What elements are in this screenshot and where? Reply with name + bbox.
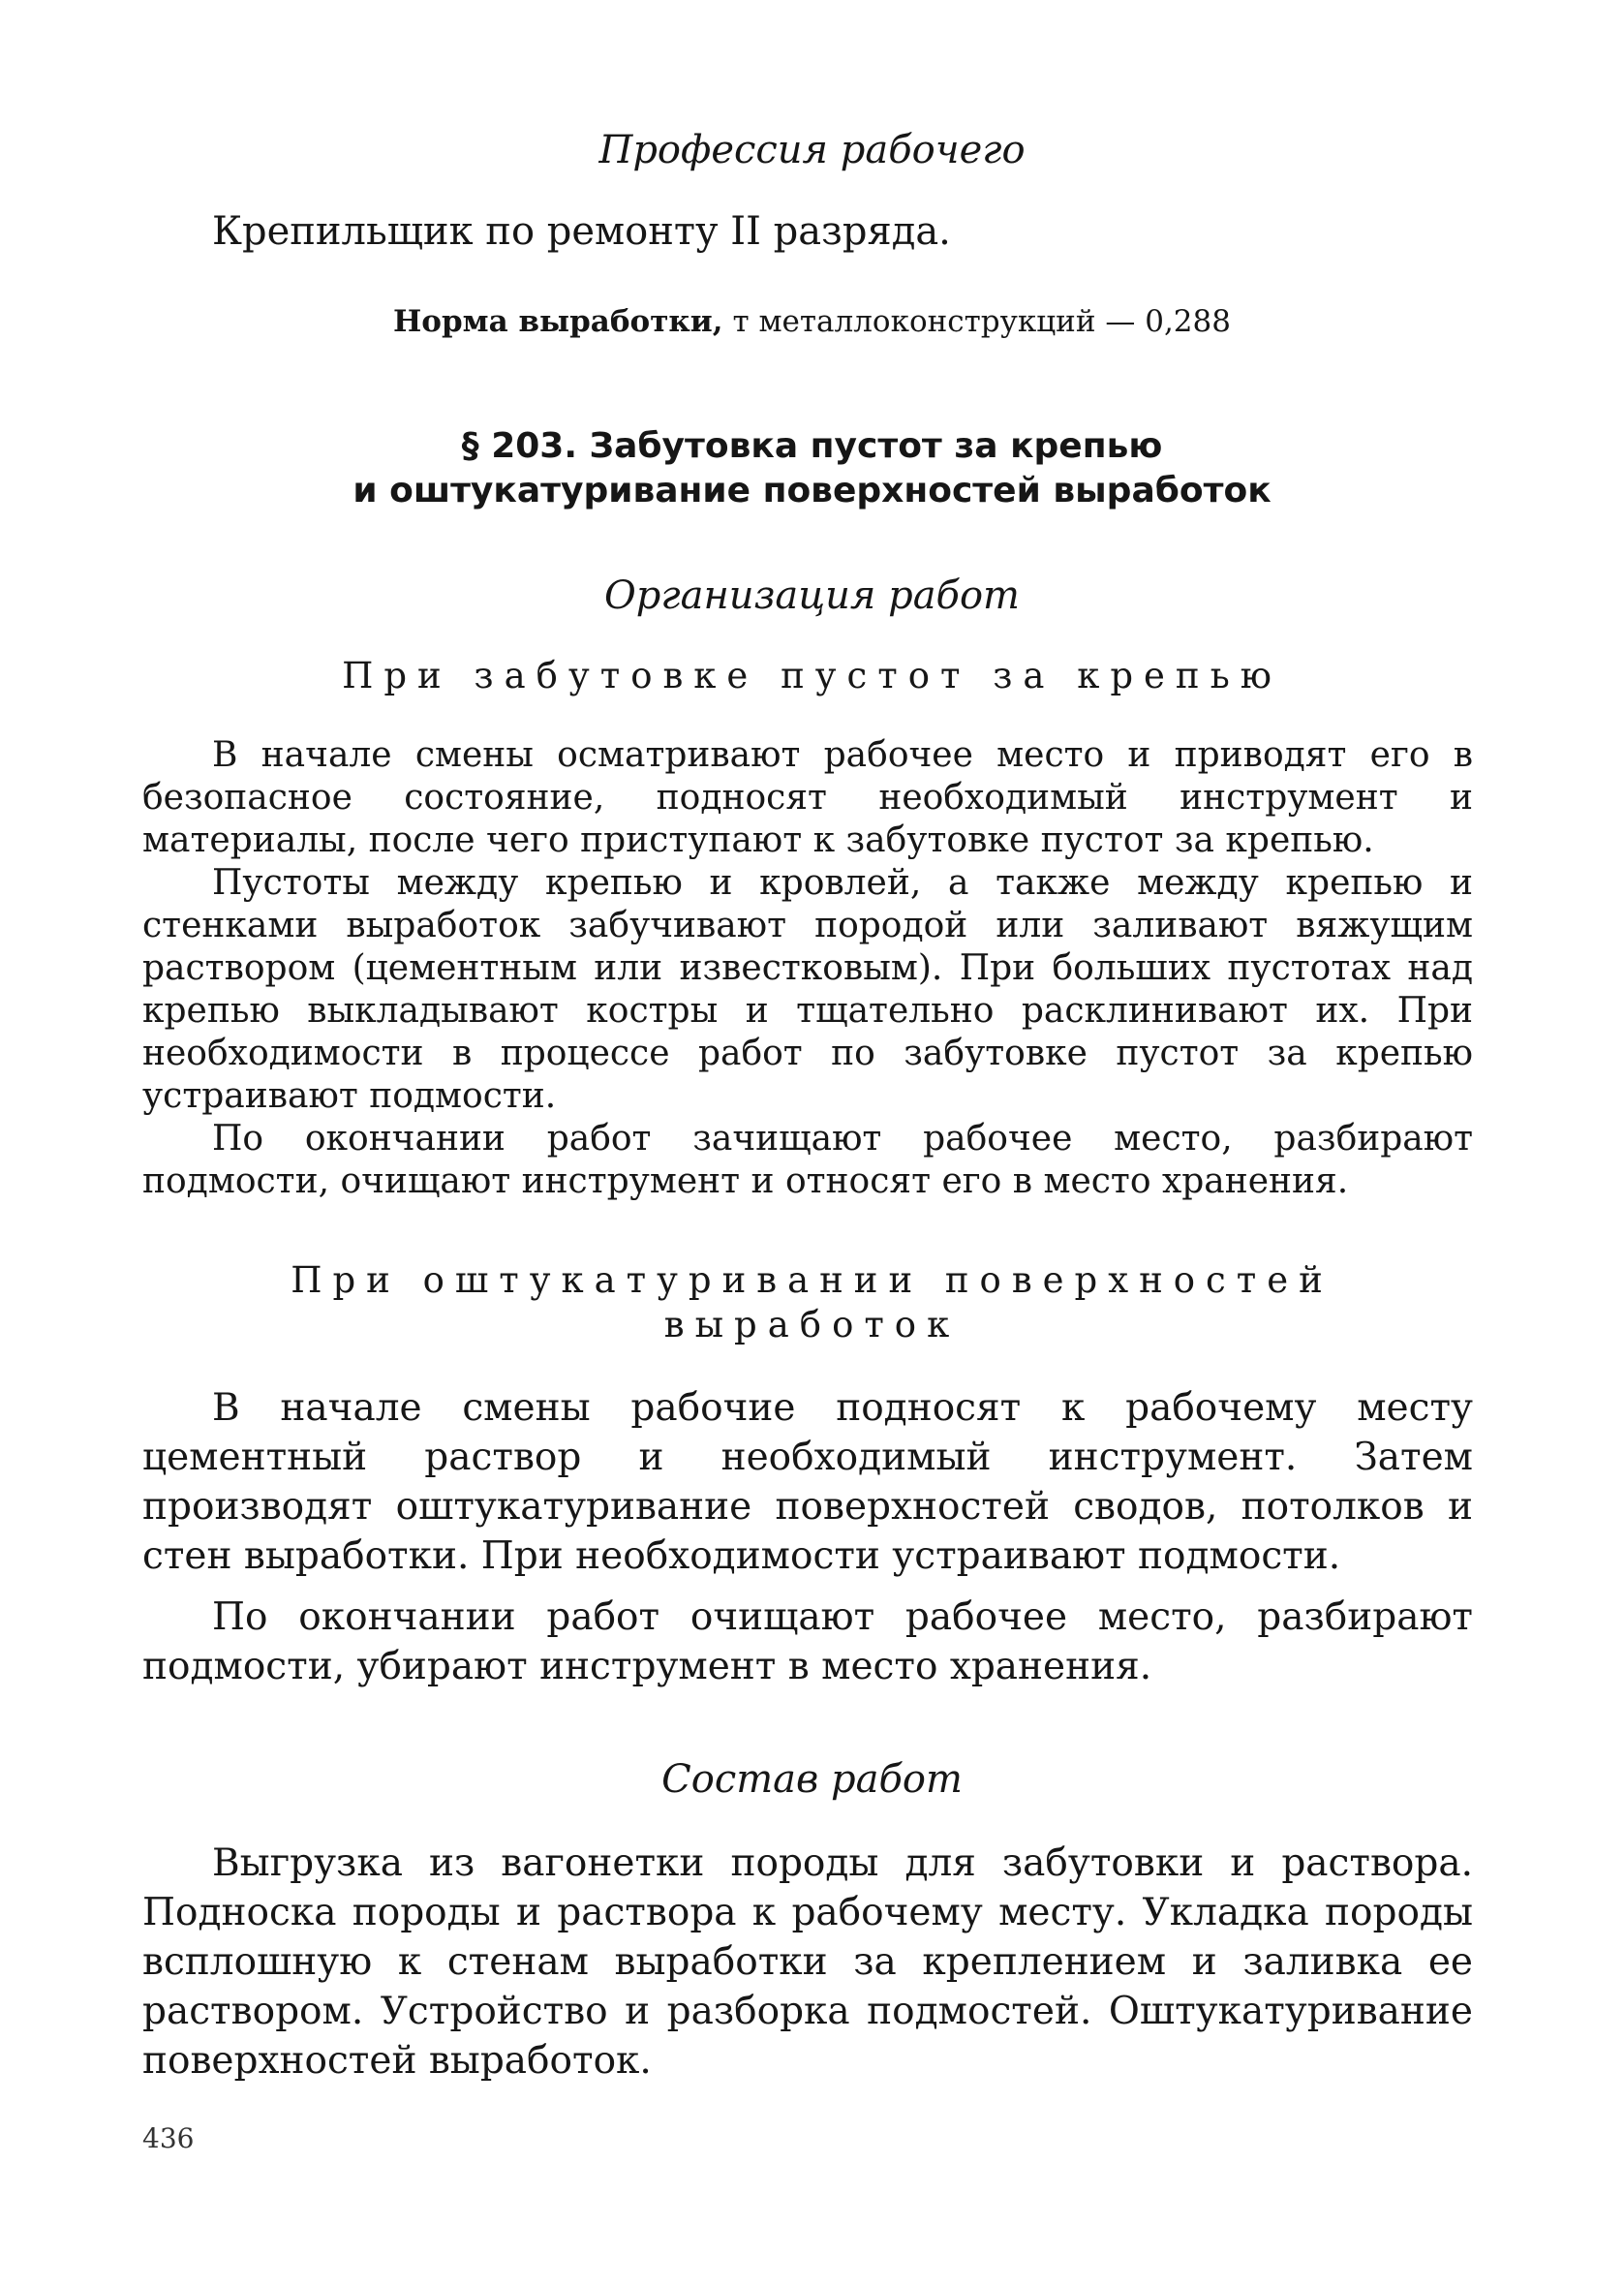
- sub2-paragraph-1: В начале смены рабочие подносят к рабочему месту цементный раствор и необходимый инструмент. Затем производят оштукатуривание поверхностей сводов, потолков и стен выработки. При необходимости устраивают подмости.: [142, 1386, 1473, 1578]
- norm-separator: —: [1105, 304, 1136, 339]
- subsection-1-title: При забутовке пустот за крепью: [342, 655, 1282, 696]
- subsection-2-title-line-1: При оштукатуривании поверхностей: [291, 1259, 1333, 1301]
- profession-heading: Профессия рабочего: [598, 128, 1026, 172]
- sub1-paragraph-3: По окончании работ зачищают рабочее место, разбирают подмости, очищают инструмент и относят его в место хранения.: [142, 1119, 1473, 1201]
- page-number: 436: [142, 2122, 195, 2154]
- section-title-line-1: § 203. Забутовка пустот за крепью: [461, 426, 1163, 466]
- section-title-line-2: и оштукатуривание поверхностей выработок: [352, 471, 1272, 510]
- norm-unit: т металлоконструкций: [732, 304, 1096, 339]
- norm-value: 0,288: [1145, 304, 1231, 339]
- sub1-paragraph-2: Пустоты между крепью и кровлей, а также между крепью и стенками выработок забучивают породой или заливают вяжущим раствором (цементным или известковым). При больших пустотах над крепью выкладывают костры и тщательно расклинивают их. При необходимости в процессе работ по забутовке пустот за крепью устраивают подмости.: [142, 863, 1473, 1116]
- composition-heading: Состав работ: [661, 1757, 963, 1802]
- profession-value: Крепильщик по ремонту II разряда.: [212, 209, 951, 254]
- norm-label: Норма выработки,: [393, 304, 723, 339]
- norm-line: [0, 302, 1624, 341]
- subsection-2-title-line-2: выработок: [663, 1304, 961, 1345]
- sub2-paragraph-2: По окончании работ очищают рабочее место, разбирают подмости, убирают инструмент в место хранения.: [142, 1595, 1473, 1688]
- composition-paragraph: Выгрузка из вагонетки породы для забутовки и раствора. Подноска породы и раствора к рабочему месту. Укладка породы всплошную к стенам выработки за креплением и заливка ее раствором. Устройство и разборка подмостей. Оштукатуривание поверхностей выработок.: [142, 1841, 1473, 2083]
- organization-heading: Организация работ: [604, 573, 1020, 618]
- sub1-paragraph-1: В начале смены осматривают рабочее место и приводят его в безопасное состояние, подносят необходимый инструмент и материалы, после чего приступают к забутовке пустот за крепью.: [142, 735, 1473, 860]
